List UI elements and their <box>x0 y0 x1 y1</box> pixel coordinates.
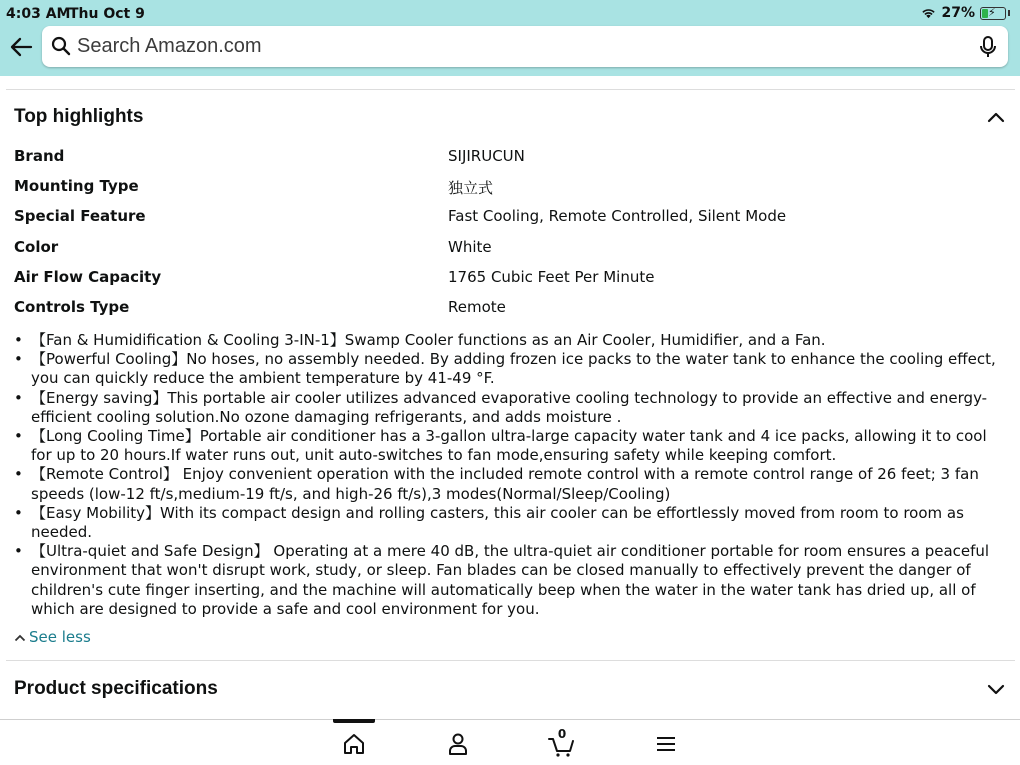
status-bar <box>0 0 1020 28</box>
spec-row <box>0 292 1020 322</box>
status-indicators <box>921 5 1010 21</box>
top-highlights-header[interactable] <box>0 98 1020 138</box>
chevron-down-icon[interactable] <box>986 681 1006 697</box>
bottom-tab-bar <box>0 719 1020 765</box>
feature-bullet: • 【Ultra-quiet and Safe Design】 Operating at a mere 40 dB, the ultra-quiet air conditioner portable for room ensures a peaceful environment that won't disrupt work, study, or sleep. Fan blades can be closed manually to effectively prevent the danger of children's cute finger inserting, and the machine will automatically beep when the water in the water tank has dried up, all of which are designed to provide a safe and cool environment for you. <box>31 542 1009 619</box>
header-area <box>0 0 1020 76</box>
active-tab-indicator <box>333 719 375 723</box>
microphone-icon[interactable] <box>978 35 998 59</box>
product-specifications-title: Product specifications <box>14 678 218 699</box>
feature-bullet: • 【Fan & Humidification & Cooling 3-IN-1】Swamp Cooler functions as an Air Cooler, Humidifier, and a Fan. <box>31 331 1009 350</box>
product-specifications-header[interactable] <box>0 670 1020 710</box>
spec-value: Fast Cooling, Remote Controlled, Silent Mode <box>448 207 787 226</box>
spec-value: SIJIRUCUN <box>448 147 525 165</box>
menu-icon[interactable] <box>652 730 680 758</box>
charging-bolt-icon: ⚡ <box>988 5 996 19</box>
spec-row <box>0 232 1020 262</box>
spec-row <box>0 141 1020 171</box>
divider <box>6 660 1015 661</box>
wifi-icon <box>921 7 936 19</box>
feature-bullet: • 【Powerful Cooling】No hoses, no assembly needed. By adding frozen ice packs to the water tank to enhance the cooling effect, you can quickly reduce the ambient temperature by 41-49 °F. <box>31 350 1009 388</box>
battery-cap <box>1008 10 1010 16</box>
spec-key: Brand <box>14 147 65 165</box>
feature-bullet: • 【Long Cooling Time】Portable air conditioner has a 3-gallon ultra-large capacity water tank and 4 ice packs, allowing it to cool for up to 20 hours.If water runs out, unit auto-switches to fan mode,ensuring safety while keeping comfort. <box>31 427 1009 465</box>
spec-key: Air Flow Capacity <box>14 267 162 286</box>
spec-value: 1765 Cubic Feet Per Minute <box>448 267 655 286</box>
top-highlights-title: Top highlights <box>14 106 144 127</box>
spec-row <box>0 171 1020 201</box>
home-icon[interactable] <box>340 730 368 758</box>
search-box[interactable] <box>42 26 1008 67</box>
status-time: 4:03 AM <box>6 6 71 22</box>
chevron-up-icon[interactable] <box>986 109 1006 125</box>
account-icon[interactable] <box>444 730 472 758</box>
feature-bullet: • 【Easy Mobility】With its compact design and rolling casters, this air cooler can be effortlessly moved from room to room as needed. <box>31 504 1009 542</box>
battery-icon <box>980 7 1006 20</box>
feature-bullet: • 【Remote Control】 Enjoy convenient operation with the included remote control with a remote control range of 26 feet; 3 fan speeds (low-12 ft/s,medium-19 ft/s, and high-26 ft/s),3 modes(Normal/Sleep/Cooling) <box>31 465 1009 503</box>
spec-table <box>0 141 1020 322</box>
spec-value: Remote <box>448 297 506 316</box>
feature-bullets <box>31 331 1009 619</box>
search-input[interactable] <box>77 26 957 67</box>
back-arrow-icon[interactable] <box>9 36 33 58</box>
spec-row <box>0 201 1020 231</box>
see-less-link[interactable] <box>14 628 91 646</box>
caret-up-icon <box>14 633 26 642</box>
spec-key: Controls Type <box>14 297 130 316</box>
spec-value: White <box>448 237 492 256</box>
divider <box>6 89 1015 90</box>
spec-key: Color <box>14 237 59 256</box>
spec-key: Mounting Type <box>14 177 139 196</box>
feature-bullet: • 【Energy saving】This portable air cooler utilizes advanced evaporative cooling technology to provide an effective and energy-efficient cooling solution.No ozone damaging refrigerants, and adds moisture . <box>31 389 1009 427</box>
cart-button[interactable] <box>548 727 576 758</box>
spec-value: 独立式 <box>448 179 494 198</box>
status-date: Thu Oct 9 <box>69 6 145 22</box>
spec-row <box>0 262 1020 292</box>
spec-key: Special Feature <box>14 207 146 226</box>
search-icon <box>51 36 71 56</box>
cart-count: 0 <box>557 727 567 741</box>
battery-percent: 27% <box>941 5 975 21</box>
see-less-label: See less <box>29 628 91 646</box>
